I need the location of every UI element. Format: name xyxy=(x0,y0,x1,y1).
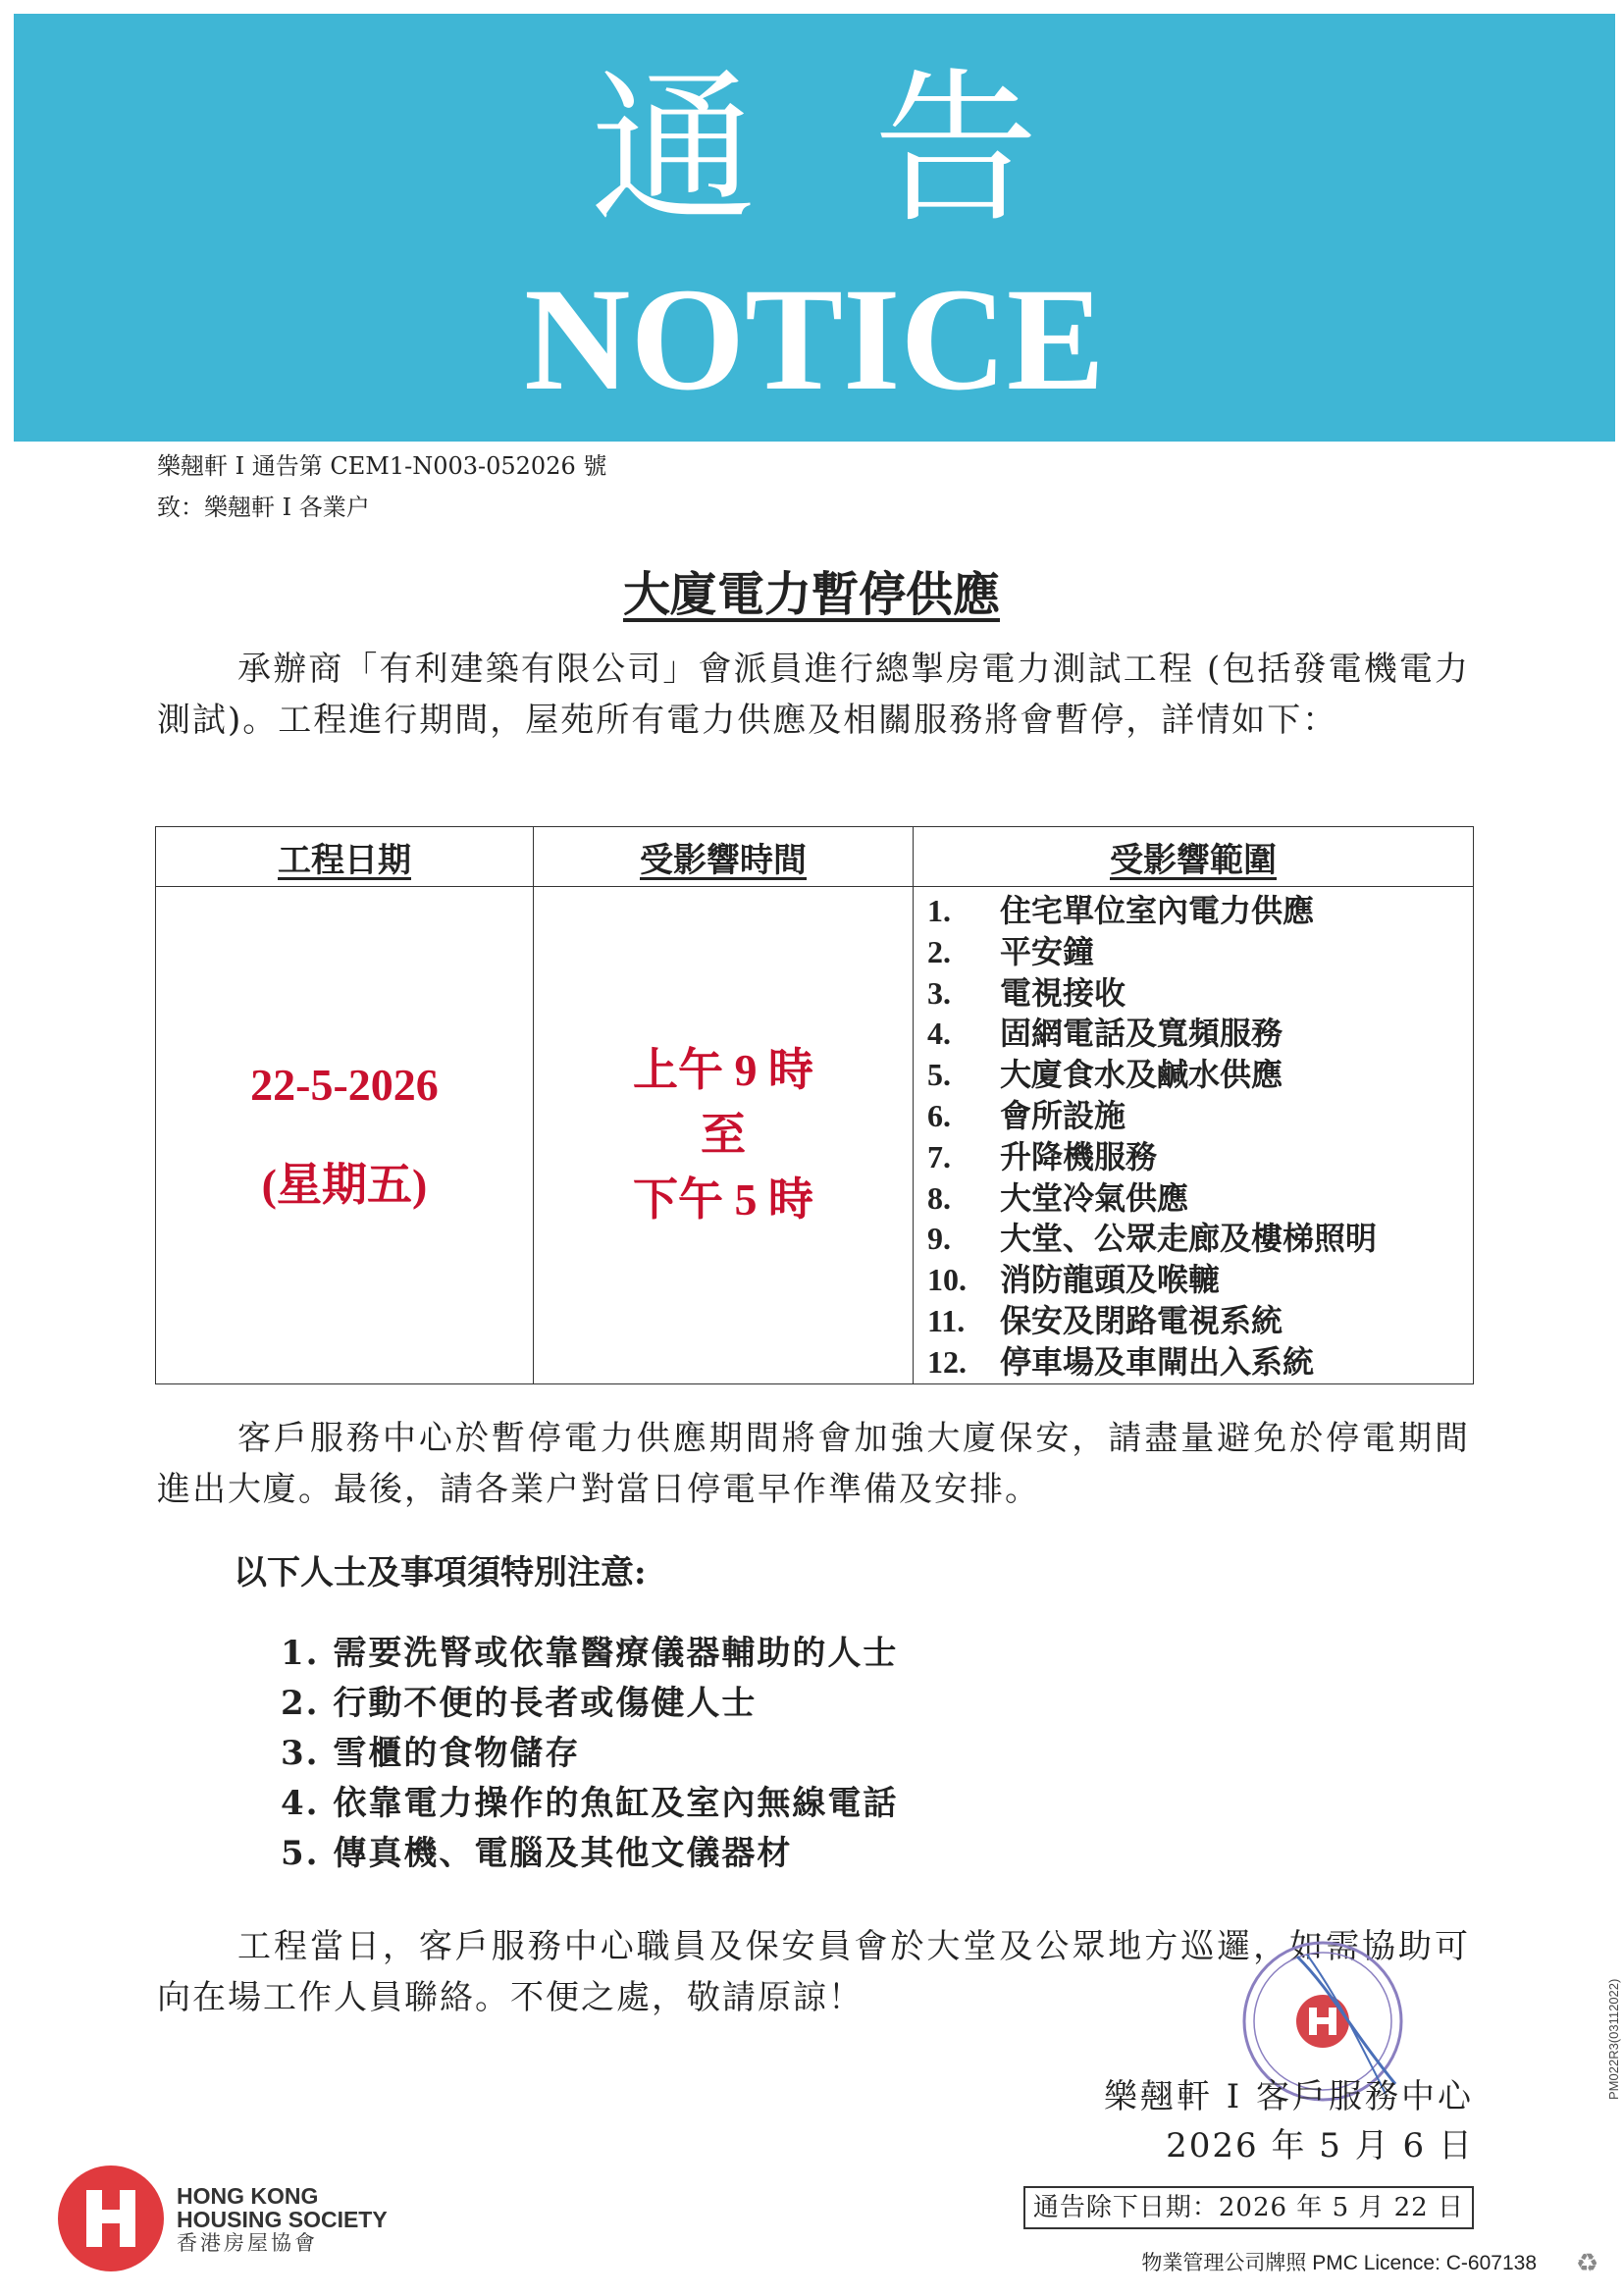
attention-list xyxy=(281,1629,898,1879)
signature-date: 2026 年 5 月 6 日 xyxy=(1166,2126,1474,2166)
banner-title-chinese: 通告 xyxy=(591,53,1156,245)
list-item xyxy=(927,1219,1473,1260)
scope-item-text: 平安鐘 xyxy=(1000,932,1095,970)
security-paragraph: 客戶服務中心於暫停電力供應期間將會加強大廈保安，請盡量避免於停電期間進出大廈。最後，請各業户對當日停電早作準備及安排。 xyxy=(157,1419,1470,1509)
logo-line-housing-society: HOUSING SOCIETY xyxy=(177,2207,388,2232)
scope-item-number: 2. xyxy=(927,933,951,969)
scope-item-text: 停車場及車閘出入系統 xyxy=(1000,1342,1315,1381)
logo-line-hong-kong: HONG KONG xyxy=(177,2183,319,2209)
time-from: 上午 9 時 xyxy=(633,1044,813,1095)
scope-item-number: 6. xyxy=(927,1097,951,1133)
attention-item: 1. 需要洗腎或依靠醫療儀器輔助的人士 xyxy=(281,1634,899,1673)
notice-reference: 樂翹軒 I 通告第 CEM1-N003-052026 號 xyxy=(157,452,607,480)
list-item xyxy=(927,973,1473,1015)
scope-item-number: 12. xyxy=(927,1343,967,1380)
affected-scope-cell xyxy=(914,887,1474,1384)
work-date-cell xyxy=(156,887,534,1384)
notice-recipient: 致：樂翹軒 I 各業户 xyxy=(157,494,370,521)
list-item xyxy=(927,1342,1473,1383)
list-item xyxy=(927,1260,1473,1301)
attention-item: 2. 行動不便的長者或傷健人士 xyxy=(281,1684,758,1723)
attention-item: 5. 傳真機、電腦及其他文儀器材 xyxy=(281,1834,793,1873)
scope-item-text: 住宅單位室內電力供應 xyxy=(1000,892,1315,929)
form-code: PM022R3(03112022) xyxy=(1606,1978,1621,2100)
closing-paragraph: 工程當日，客戶服務中心職員及保安員會於大堂及公眾地方巡邏，如需協助可向在場工作人員聯絡。不便之處，敬請原諒！ xyxy=(157,1927,1470,2017)
scope-item-text: 升降機服務 xyxy=(1000,1137,1158,1175)
scope-item-number: 5. xyxy=(927,1057,951,1093)
notice-banner xyxy=(14,14,1615,442)
signature-organization: 樂翹軒 I 客戶服務中心 xyxy=(1103,2077,1474,2116)
scope-item-number: 10. xyxy=(927,1262,967,1298)
scope-item-text: 電視接收 xyxy=(1000,973,1126,1012)
recycle-icon: ♻ xyxy=(1576,2249,1599,2278)
header-work-date: 工程日期 xyxy=(156,827,534,887)
header-affected-scope: 受影響範圍 xyxy=(914,827,1474,887)
list-item xyxy=(927,1096,1473,1137)
work-weekday: (星期五) xyxy=(261,1159,428,1210)
scope-item-text: 會所設施 xyxy=(1000,1096,1126,1134)
scope-item-number: 1. xyxy=(927,893,951,928)
table-header-row xyxy=(156,827,1474,887)
affected-time-cell xyxy=(534,887,914,1384)
intro-paragraph: 承辦商「有利建築有限公司」會派員進行總掣房電力測試工程 (包括發電機電力測試)。工程進行期間，屋苑所有電力供應及相關服務將會暫停，詳情如下： xyxy=(157,650,1470,740)
scope-item-number: 7. xyxy=(927,1138,951,1174)
list-item xyxy=(927,891,1473,932)
scope-item-number: 3. xyxy=(927,974,951,1011)
list-item xyxy=(927,1014,1473,1055)
list-item xyxy=(927,1178,1473,1220)
scope-item-number: 4. xyxy=(927,1016,951,1052)
list-item xyxy=(927,932,1473,973)
list-item xyxy=(927,1137,1473,1178)
scope-item-text: 大堂、公眾走廊及樓梯照明 xyxy=(1000,1220,1378,1258)
scope-item-text: 固網電話及寬頻服務 xyxy=(1000,1015,1283,1053)
schedule-table xyxy=(155,826,1474,1384)
time-to-word: 至 xyxy=(701,1109,746,1160)
scope-item-text: 大堂冷氣供應 xyxy=(1000,1178,1189,1217)
scope-item-number: 9. xyxy=(927,1221,951,1257)
banner-title-english: NOTICE xyxy=(524,258,1105,421)
attention-heading: 以下人士及事項須特別注意: xyxy=(234,1553,647,1592)
scope-item-text: 大廈食水及鹹水供應 xyxy=(1000,1056,1283,1094)
logo-line-chinese: 香港房屋協會 xyxy=(177,2232,318,2255)
scope-item-number: 8. xyxy=(927,1179,951,1216)
work-date: 22-5-2026 xyxy=(250,1059,439,1110)
list-item xyxy=(927,1055,1473,1096)
affected-scope-list xyxy=(927,891,1473,1383)
table-row xyxy=(156,887,1474,1384)
header-affected-time: 受影響時間 xyxy=(534,827,914,887)
pmc-licence: 物業管理公司牌照 PMC Licence: C-607138 xyxy=(1141,2252,1537,2274)
notice-title: 大廈電力暫停供應 xyxy=(622,567,1000,622)
attention-item: 3. 雪櫃的食物儲存 xyxy=(281,1734,581,1773)
time-to: 下午 5 時 xyxy=(633,1174,813,1225)
logo-wordmark xyxy=(177,2184,388,2257)
hong-kong-housing-society-logo-icon xyxy=(57,2165,165,2272)
list-item xyxy=(927,1301,1473,1342)
scope-item-text: 消防龍頭及喉轆 xyxy=(1000,1261,1221,1299)
scope-item-number: 11. xyxy=(927,1302,966,1338)
removal-date-box: 通告除下日期：2026 年 5 月 22 日 xyxy=(1023,2186,1474,2229)
attention-item: 4. 依靠電力操作的魚缸及室內無線電話 xyxy=(281,1784,899,1823)
scope-item-text: 保安及閉路電視系統 xyxy=(1000,1301,1283,1339)
